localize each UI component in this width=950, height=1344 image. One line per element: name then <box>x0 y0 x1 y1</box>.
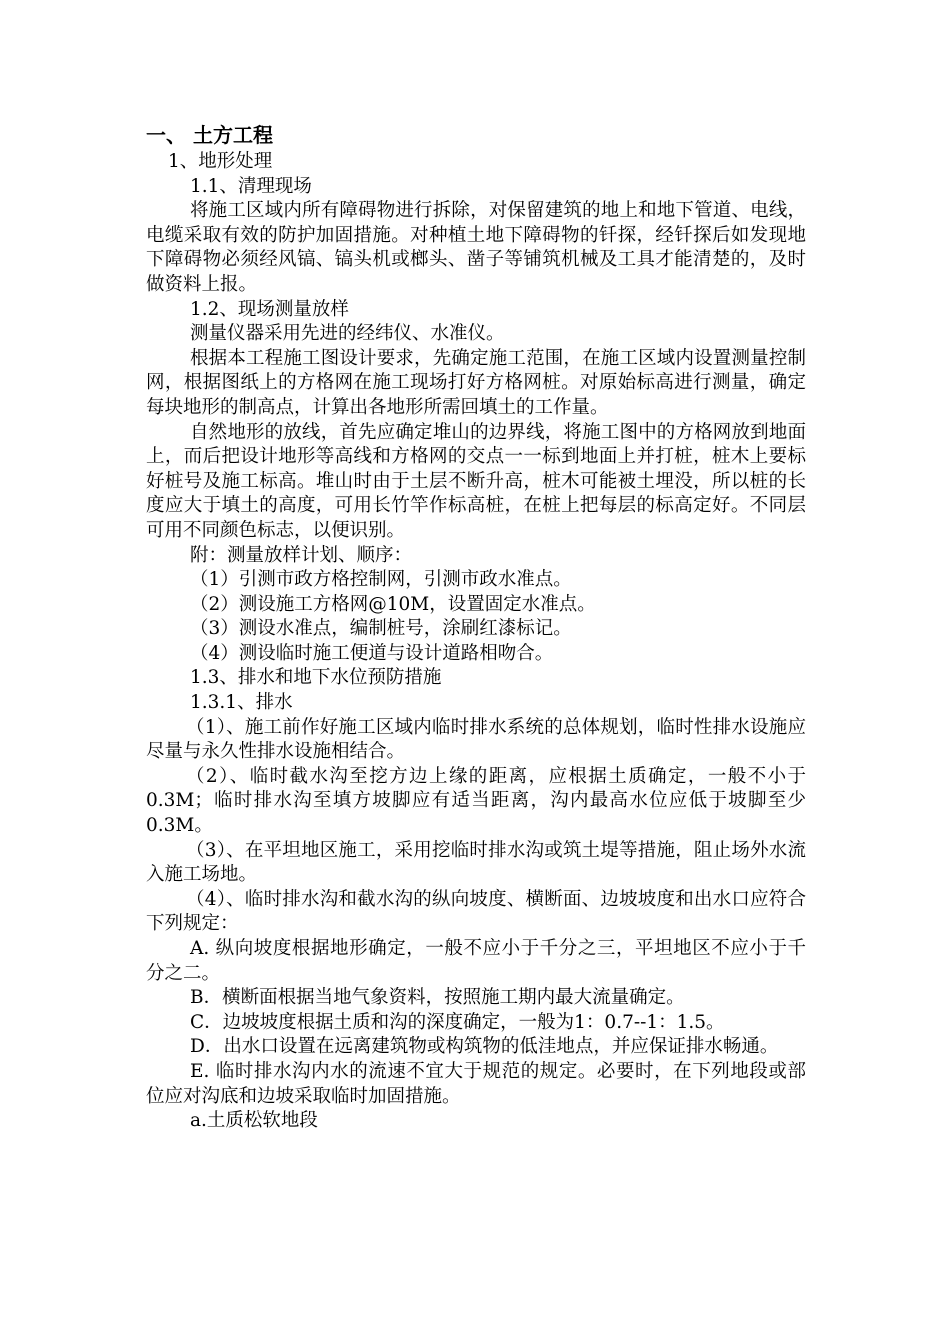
paragraph: A. 纵向坡度根据地形确定，一般不应小于千分之三，平坦地区不应小于千分之二。 <box>146 938 806 984</box>
paragraph: （1）、施工前作好施工区域内临时排水系统的总体规划，临时性排水设施应尽量与永久性排水设施相结合。 <box>146 716 806 763</box>
paragraph: （3）、在平坦地区施工，采用挖临时排水沟或筑土堤等措施，阻止场外水流入施工场地。 <box>146 839 806 886</box>
document-page <box>146 120 806 1134</box>
subsection-heading: 1.3、排水和地下水位预防措施 <box>190 667 442 689</box>
paragraph: D．出水口设置在远离建筑物或构筑物的低洼地点，并应保证排水畅通。 <box>190 1036 779 1058</box>
list-item: （4）测设临时施工便道与设计道路相吻合。 <box>190 642 554 664</box>
paragraph: 根据本工程施工图设计要求，先确定施工范围，在施工区域内设置测量控制网，根据图纸上的方格网在施工现场打好方格网桩。对原始标高进行测量，确定每块地形的制高点，计算出各地形所需回填土的工作量。 <box>146 347 806 418</box>
paragraph: 自然地形的放线，首先应确定堆山的边界线，将施工图中的方格网放到地面上，而后把设计地形等高线和方格网的交点一一标到地面上并打桩，桩木上要标好桩号及施工标高。堆山时由于土层不断升高，桩木可能被土埋没，所以桩的长度应大于填土的高度，可用长竹竿作标高桩，在桩上把每层的标高定好。不同层可用不同颜色标志，以便识别。 <box>146 421 806 541</box>
paragraph: 将施工区域内所有障碍物进行拆除，对保留建筑的地上和地下管道、电线，电缆采取有效的防护加固措施。对种植土地下障碍物的钎探，经钎探后如发现地下障碍物必须经风镐、镐头机或榔头、凿子等铺筑机械及工具才能清楚的，及时做资料上报。 <box>146 200 806 295</box>
paragraph: （2）、临时截水沟至挖方边上缘的距离，应根据土质确定，一般不小于0.3M；临时排水沟至填方坡脚应有适当距离，沟内最高水位应低于坡脚至少0.3M。 <box>146 765 806 837</box>
paragraph: E. 临时排水沟内水的流速不宜大于规范的规定。必要时，在下列地段或部位应对沟底和边坡采取临时加固措施。 <box>146 1060 806 1107</box>
subsection-heading: 1.3.1、排水 <box>190 692 293 714</box>
section-heading: 一、 土方工程 <box>146 123 273 147</box>
text-line: 测量仪器采用先进的经纬仪、水准仪。 <box>190 323 505 345</box>
text-line: C．边坡坡度根据土质和沟的深度确定，一般为1：0.7--1：1.5。 <box>190 1011 725 1033</box>
text-line: B．横断面根据当地气象资料，按照施工期内最大流量确定。 <box>190 987 685 1009</box>
list-item: （3）测设水准点，编制桩号，涂刷红漆标记。 <box>190 618 572 640</box>
subsection-heading: 1.2、现场测量放样 <box>190 298 349 320</box>
paragraph: （4）、临时排水沟和截水沟的纵向坡度、横断面、边坡坡度和出水口应符合下列规定： <box>146 888 806 935</box>
text-line: a.土质松软地段 <box>190 1110 318 1132</box>
list-item: （1）引测市政方格控制网，引测市政水准点。 <box>190 569 572 591</box>
text-line: 附：测量放样计划、顺序： <box>190 544 413 566</box>
subsection-heading: 1.1、清理现场 <box>190 175 312 197</box>
list-item: （2）测设施工方格网@10M，设置固定水准点。 <box>190 593 596 615</box>
subsection-heading: 1、地形处理 <box>168 151 273 172</box>
